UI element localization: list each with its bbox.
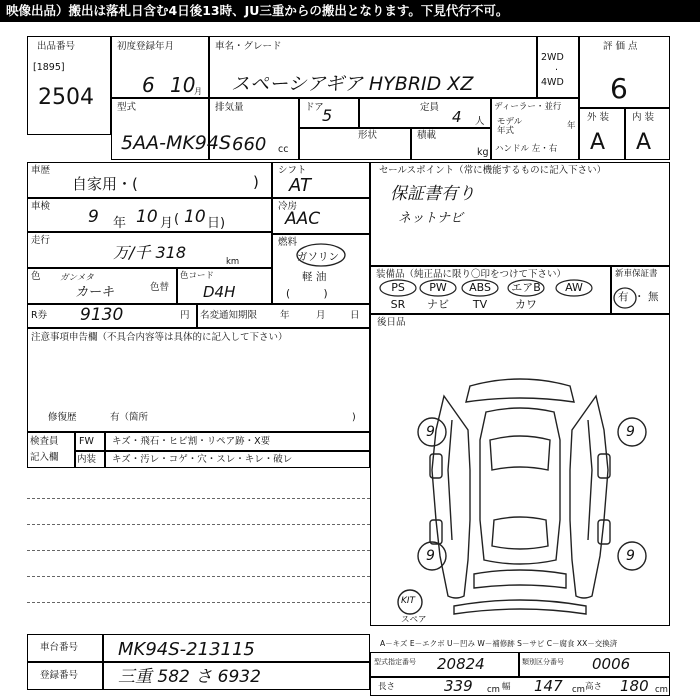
notes-box	[27, 328, 370, 432]
ac-label: 冷房	[278, 201, 298, 212]
int-value: A	[636, 130, 652, 155]
model-label: 車名・グレード	[215, 41, 282, 52]
dashed-line	[27, 602, 370, 603]
dims-w-unit: cm	[572, 685, 585, 695]
ext-value: A	[590, 130, 606, 155]
drive-4wd: 4WD	[541, 77, 564, 88]
repair-close: )	[352, 412, 356, 423]
insp-month: 10	[136, 207, 158, 227]
disp-label: 排気量	[215, 102, 244, 113]
dims-len: 339	[444, 677, 473, 695]
ext-label: 外 装	[587, 112, 610, 123]
inspector-fw: FW	[79, 436, 94, 447]
dealer-label: ディーラー・並行	[494, 102, 562, 112]
fuel-diesel: 軽 油	[302, 271, 327, 283]
sales-label: セールスポイント（常に機能するものに記入下さい）	[379, 165, 607, 176]
inspector-in-text: キズ・汚レ・コゲ・穴・スレ・キレ・破レ	[112, 454, 293, 465]
new-warranty-sep: ・	[634, 291, 645, 303]
inspector-fw-text: キズ・飛石・ヒビ割・リペア跡・X要	[112, 436, 271, 447]
dashed-line	[27, 498, 370, 499]
repair-value: 有（箇所	[110, 412, 149, 423]
dealer-handle: ハンドル 左・右	[495, 144, 558, 154]
grade-label: 評 価 点	[603, 41, 638, 52]
color-original-label: 色替	[150, 282, 170, 293]
dashed-line	[27, 524, 370, 525]
dashed-line	[27, 550, 370, 551]
drive-2wd: 2WD	[541, 52, 564, 63]
dealer-year-label: モデル 年式	[497, 117, 523, 137]
tire-mark-rl: 9	[426, 548, 435, 564]
dealer-year-suffix: 年	[567, 121, 576, 131]
color-code-label: 色コード	[180, 271, 215, 281]
sales-line1: 保証書有り	[390, 184, 475, 204]
history-close: )	[253, 173, 259, 191]
mileage-unit: km	[226, 257, 240, 267]
int-label: 内 装	[632, 112, 655, 123]
equipment-2: PW	[429, 281, 447, 294]
fuel-label: 燃料	[278, 237, 298, 248]
color-code-value: D4H	[203, 283, 236, 301]
reg-year: 6	[142, 73, 155, 97]
disp-unit: cc	[278, 144, 289, 155]
lot-code: [1895]	[33, 62, 65, 73]
insp-m-suffix: 月	[160, 216, 174, 231]
insp-day-close: 日)	[207, 216, 226, 231]
insp-day-open: (	[174, 212, 180, 227]
plate-label: 登録番号	[40, 670, 79, 681]
equipment-label: 装備品（純正品に限り〇印をつけて下さい）	[376, 269, 567, 280]
tire-mark-fl: 9	[426, 424, 435, 440]
grade-value: 6	[610, 72, 628, 105]
dims-len-unit: cm	[487, 685, 500, 695]
insp-hdiv	[74, 450, 370, 452]
insp-y-suffix: 年	[113, 216, 127, 231]
equipment-4: エアB	[511, 281, 541, 294]
shift-value: AT	[289, 175, 311, 196]
sales-line2: ネットナビ	[398, 211, 464, 226]
reg-label: 初度登録年月	[117, 41, 175, 52]
reg-bottom-value1: 20824	[437, 655, 485, 673]
mileage-label: 走行	[31, 235, 51, 246]
capacity-label: 定員	[420, 102, 440, 113]
spare-label: スペア	[401, 615, 427, 625]
car-diagram	[0, 0, 1, 1]
equipment-1: PS	[391, 281, 405, 294]
color-label: 色	[31, 271, 41, 282]
notice-label: 名変通知期限	[200, 310, 258, 321]
reg-bottom-label1: 型式指定番号	[374, 658, 416, 666]
recycle-unit: 円	[180, 310, 190, 321]
reg-bottom-vdiv	[518, 652, 520, 676]
diagram-box	[370, 314, 670, 626]
reg-month-suffix: 月	[194, 87, 202, 96]
mirror-label: 後日品	[377, 317, 406, 328]
repair-label: 修復歴	[48, 412, 77, 423]
fuel-gas: ガソリン	[297, 251, 339, 263]
notice-year: 年	[280, 310, 290, 321]
shape-box	[299, 128, 411, 160]
shape-label: 形状	[358, 130, 378, 141]
dims-h-unit: cm	[655, 685, 668, 695]
color-divider	[176, 268, 178, 304]
capacity-value: 4	[452, 108, 462, 126]
type-label: 型式	[117, 102, 137, 113]
inspector-label1: 検査員	[30, 436, 59, 447]
insp-year: 9	[88, 207, 99, 227]
ac-value: AAC	[285, 209, 321, 229]
history-box	[27, 162, 272, 198]
model-value: スペーシアギア HYBRID XZ	[231, 73, 474, 95]
lot-number: 2504	[38, 85, 94, 110]
inspector-in: 内装	[77, 454, 97, 465]
tire-mark-fr: 9	[626, 424, 635, 440]
color-value-bottom: カーキ	[75, 285, 115, 300]
loading-label: 積載	[417, 130, 437, 141]
dims-len-label: 長さ	[378, 682, 396, 692]
tire-mark-rr: 9	[626, 548, 635, 564]
notes-label: 注意事項申告欄（不具合内容等は具体的に記入して下さい）	[31, 332, 288, 343]
equip-div	[610, 266, 612, 314]
inspector-label2: 記入欄	[30, 452, 59, 463]
dims-w-label: 幅	[502, 682, 511, 692]
equipment-row2-1: SR	[390, 298, 406, 311]
disp-value: 660	[232, 134, 267, 155]
inspection-label: 車検	[31, 201, 51, 212]
chassis-value: MK94S-213115	[118, 639, 255, 660]
recycle-label: R券	[31, 310, 48, 321]
color-value-top: ガンメタ	[60, 273, 94, 283]
type-value: 5AA-MK94S	[121, 132, 232, 154]
equipment-5: AW	[565, 281, 583, 294]
recycle-divider	[196, 304, 198, 328]
door-value: 5	[322, 106, 333, 125]
insp-day: 10	[184, 207, 206, 227]
ext-divider	[624, 108, 626, 160]
recycle-value: 9130	[80, 305, 124, 325]
equipment-3: ABS	[469, 281, 491, 294]
door-label: ドア	[305, 102, 324, 113]
spare-mark: KIT	[401, 596, 416, 606]
equipment-row2-4: カワ	[515, 298, 537, 311]
fuel-paren: ( )	[286, 288, 328, 300]
history-label: 車歴	[31, 165, 51, 176]
new-warranty-label: 新車保証書	[615, 269, 658, 279]
dashed-line	[27, 576, 370, 577]
notice-month: 月	[316, 310, 326, 321]
damage-legend: A－キズ E－エクボ U－凹み W－補修跡 S－サビ C－腐食 XX－交換済	[380, 639, 618, 648]
notice-day: 日	[350, 310, 360, 321]
shift-label: シフト	[278, 165, 307, 176]
equipment-row2-3: TV	[472, 298, 488, 311]
plate-value: 三重 582 さ 6932	[118, 667, 261, 687]
reg-bottom-value2: 0006	[592, 655, 631, 673]
history-value: 自家用・(	[72, 175, 138, 193]
lot-label: 出品番号	[37, 41, 76, 52]
equipment-row2-2: ナビ	[427, 298, 449, 311]
new-warranty-yes: 有	[618, 291, 629, 303]
dims-h-label: 高さ	[585, 682, 603, 692]
header-banner: 映像出品）搬出は落札日含む4日後13時、JU三重からの搬出となります。下見代行不可。	[0, 0, 700, 22]
capacity-unit: 人	[475, 116, 485, 127]
mileage-value: 万/千 318	[113, 243, 187, 262]
reg-bottom-label2: 類別区分番号	[522, 658, 564, 666]
new-warranty-no: 無	[648, 291, 659, 303]
chassis-label: 車台番号	[40, 642, 79, 653]
dims-w: 147	[534, 677, 563, 695]
loading-unit: kg	[477, 147, 489, 158]
reg-month: 10	[170, 73, 196, 97]
drive-dot: ·	[555, 65, 559, 76]
dims-h: 180	[620, 677, 649, 695]
